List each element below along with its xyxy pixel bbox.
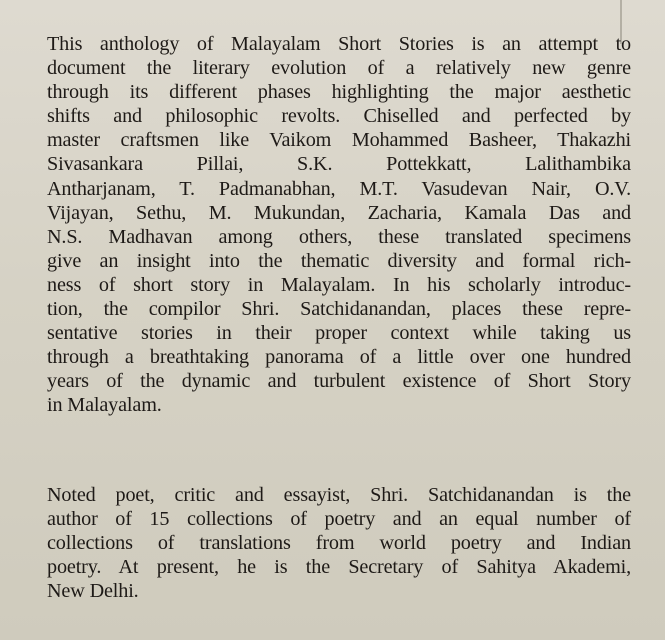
text-line: shifts and philosophic revolts. Chiselled and perfected by xyxy=(47,105,631,128)
text-line: years of the dynamic and turbulent existence of Short Story xyxy=(47,370,631,393)
text-line: master craftsmen like Vaikom Mohammed Basheer, Thakazhi xyxy=(47,129,631,152)
text-line: Noted poet, critic and essayist, Shri. Satchidanandan is the xyxy=(47,484,631,506)
text-line: document the literary evolution of a relatively new genre xyxy=(47,57,631,80)
text-line: through its different phases highlighting the major aesthetic xyxy=(47,81,631,104)
text-line: This anthology of Malayalam Short Stories is an attempt to xyxy=(47,33,631,55)
text-line: Vijayan, Sethu, M. Mukundan, Zacharia, Kamala Das and xyxy=(47,201,631,224)
text-line: Sivasankara Pillai, S.K. Pottekkatt, Lalithambika xyxy=(47,153,631,176)
text-line: through a breathtaking panorama of a little over one hundred xyxy=(47,346,631,369)
text-line: collections of translations from world poetry and Indian xyxy=(47,532,631,555)
text-line: ness of short story in Malayalam. In his scholarly introduc- xyxy=(47,273,631,296)
text-line: poetry. At present, he is the Secretary of Sahitya Akademi, xyxy=(47,556,631,579)
text-line: in Malayalam. xyxy=(47,394,162,417)
text-line: give an insight into the thematic diversity and formal rich- xyxy=(47,249,631,272)
text-line: Antharjanam, T. Padmanabhan, M.T. Vasudevan Nair, O.V. xyxy=(47,177,631,200)
anthology-description-paragraph xyxy=(47,32,631,418)
text-line: sentative stories in their proper context while taking us xyxy=(47,322,631,345)
author-bio-paragraph xyxy=(47,483,631,603)
text-line: New Delhi. xyxy=(47,580,139,603)
text-line: author of 15 collections of poetry and an equal number of xyxy=(47,508,631,531)
text-line: N.S. Madhavan among others, these translated specimens xyxy=(47,225,631,248)
text-line: tion, the compilor Shri. Satchidanandan, places these repre- xyxy=(47,298,631,321)
